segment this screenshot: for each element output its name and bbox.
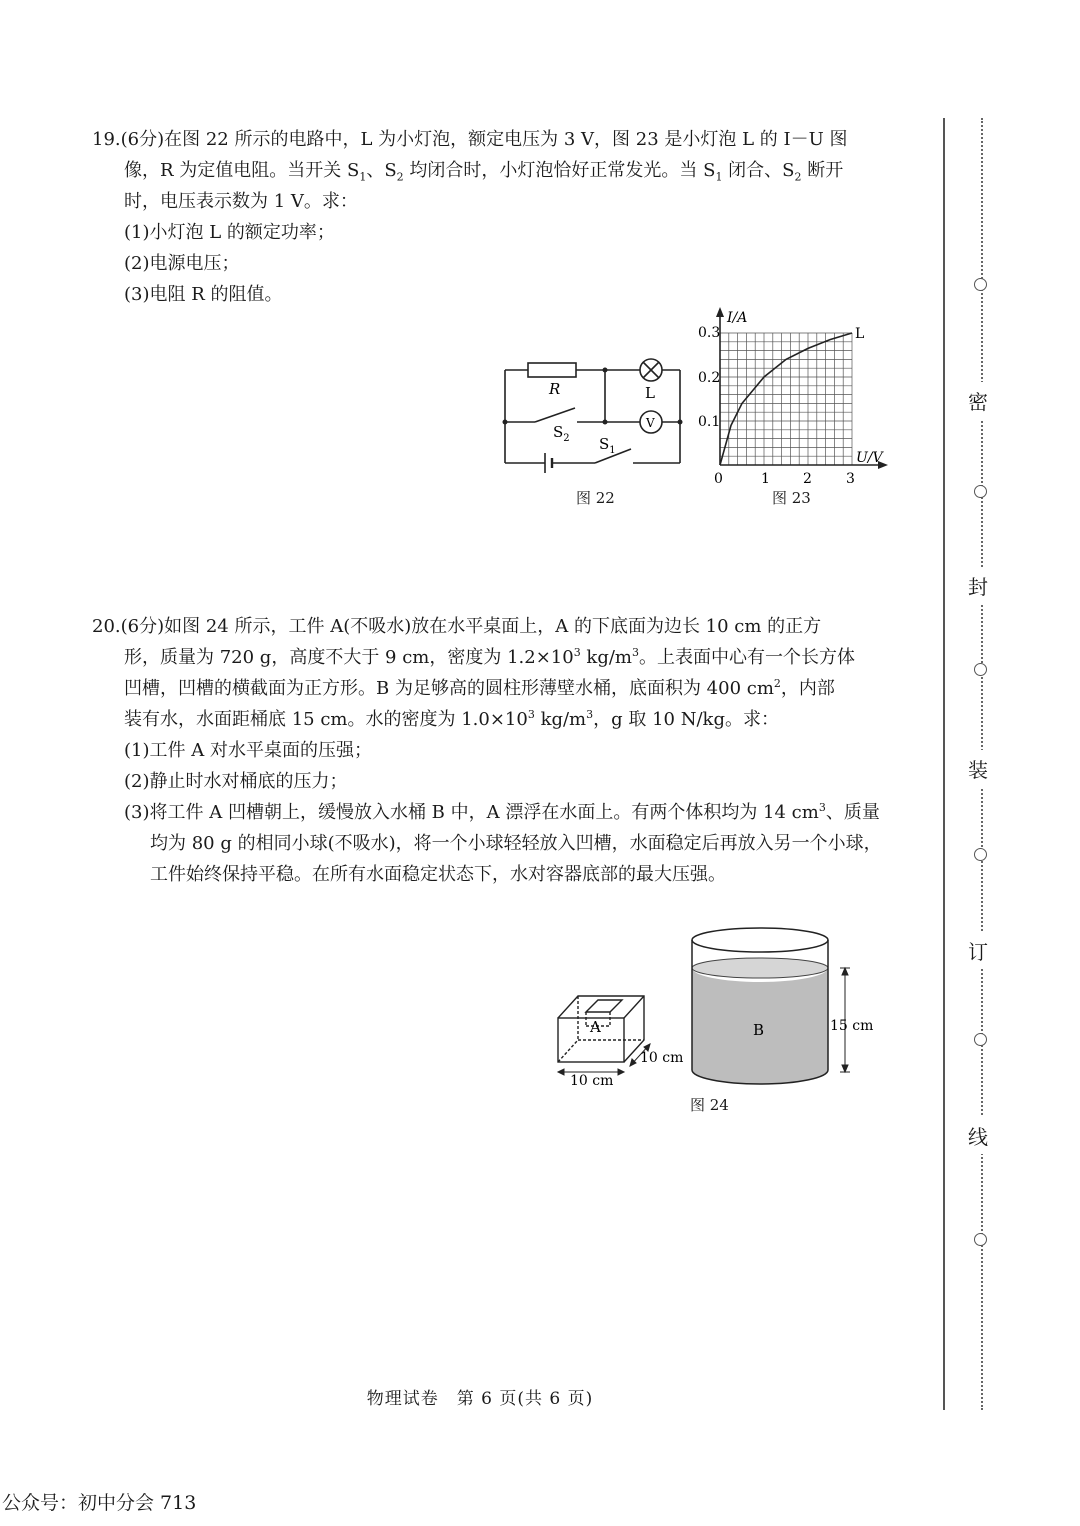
q19-item1: (1)小灯泡 L 的额定功率；	[124, 222, 335, 243]
q20-line3: 凹槽，凹槽的横截面为正方形。B 为足够高的圆柱形薄壁水桶，底面积为 400 $cm^2$，内部	[124, 677, 835, 699]
q19-line2: 像，R 为定值电阻。当开关 $S_1$、$S_2$ 均闭合时，小灯泡恰好正常发光。当 $S_1$ 闭合、$S_2$ 断开	[124, 160, 844, 184]
label-S2: $S_2$	[553, 423, 570, 444]
binding-circle	[974, 663, 987, 676]
q20-line4: 装有水，水面距桶底 15 cm。水的密度为 $1.0\times 10^3$ $kg/m^3$，g 取 10 N/kg。求：	[124, 708, 779, 730]
depth-label: 10 cm	[640, 1050, 684, 1066]
binding-circle	[974, 1233, 987, 1246]
y-tick-label: 0.2	[698, 370, 721, 386]
binding-char: 线	[968, 1117, 988, 1154]
binding-circle	[974, 278, 987, 291]
binding-circle	[974, 485, 987, 498]
figure-24-caption: 图 24	[690, 1096, 729, 1114]
label-V: V	[646, 416, 655, 430]
x-axis-label: U/V	[856, 450, 883, 466]
width-label: 10 cm	[570, 1073, 614, 1089]
question-19	[92, 124, 892, 310]
x-tick-label: 2	[803, 471, 812, 487]
series-line-L	[720, 333, 852, 465]
label-S1: $S_1$	[599, 435, 616, 456]
bucket-B	[692, 928, 828, 1084]
figure-23-caption: 图 23	[772, 489, 811, 507]
figure-22-circuit	[495, 350, 695, 480]
binding-margin-line	[943, 118, 945, 1410]
switch-S2	[535, 408, 575, 422]
figure-22-caption: 图 22	[576, 489, 615, 507]
curve-label-L: L	[855, 326, 865, 342]
binding-circle	[974, 1033, 987, 1046]
origin-label: 0	[714, 471, 723, 487]
question-20	[92, 611, 892, 890]
label-R: R	[549, 380, 561, 398]
resistor-R	[528, 363, 576, 377]
y-tick-label: 0.3	[698, 325, 721, 341]
q19-item2: (2)电源电压；	[124, 253, 240, 274]
page-footer: 物理试卷 第 6 页(共 6 页)	[366, 1389, 594, 1409]
y-tick-label: 0.1	[698, 414, 721, 430]
binding-char: 密	[968, 382, 988, 419]
label-L: L	[645, 384, 655, 402]
watermark: 公众号：初中分会 713	[2, 1492, 197, 1514]
binding-char: 装	[968, 750, 988, 787]
label-A: A	[590, 1018, 601, 1036]
q20-item3: (3)将工件 A 凹槽朝上，缓慢放入水桶 B 中，A 漂浮在水面上。有两个体积均为 14 $cm^3$、质量均为 80 g 的相同小球(不吸水)，将一个小球轻轻放入凹槽，水面稳定后再放入另一个小球，工件始终保持平稳。在所有水面稳定状态下，水对容器底部的最大压强。	[124, 801, 882, 885]
x-tick-label: 1	[761, 471, 770, 487]
q19-item3: (3)电阻 R 的阻值。	[124, 284, 283, 305]
q20-item2: (2)静止时水对桶底的压力；	[124, 771, 348, 792]
q20-item1: (1)工件 A 对水平桌面的压强；	[124, 740, 372, 761]
workpiece-A	[558, 996, 644, 1062]
figure-23-chart	[690, 305, 890, 490]
binding-char: 封	[968, 567, 988, 604]
height-label: 15 cm	[830, 1018, 874, 1034]
x-tick-label: 3	[846, 471, 855, 487]
q20-line2: 形，质量为 720 g，高度不大于 9 cm，密度为 $1.2\times 10^3$ $kg/m^3$。上表面中心有一个长方体	[124, 646, 855, 668]
q20-line1: 20.(6分)如图 24 所示，工件 A(不吸水)放在水平桌面上，A 的下底面为边长 10 cm 的正方	[92, 616, 822, 637]
q19-line1: 19.(6分)在图 22 所示的电路中，L 为小灯泡，额定电压为 3 V，图 23 是小灯泡 L 的 I－U 图	[92, 129, 848, 150]
q19-line3: 时，电压表示数为 1 V。求：	[124, 191, 358, 212]
label-B: B	[753, 1021, 765, 1039]
binding-char: 订	[968, 932, 988, 969]
figure-24	[550, 920, 890, 1090]
binding-circle	[974, 848, 987, 861]
y-axis-label: I/A	[727, 310, 748, 326]
